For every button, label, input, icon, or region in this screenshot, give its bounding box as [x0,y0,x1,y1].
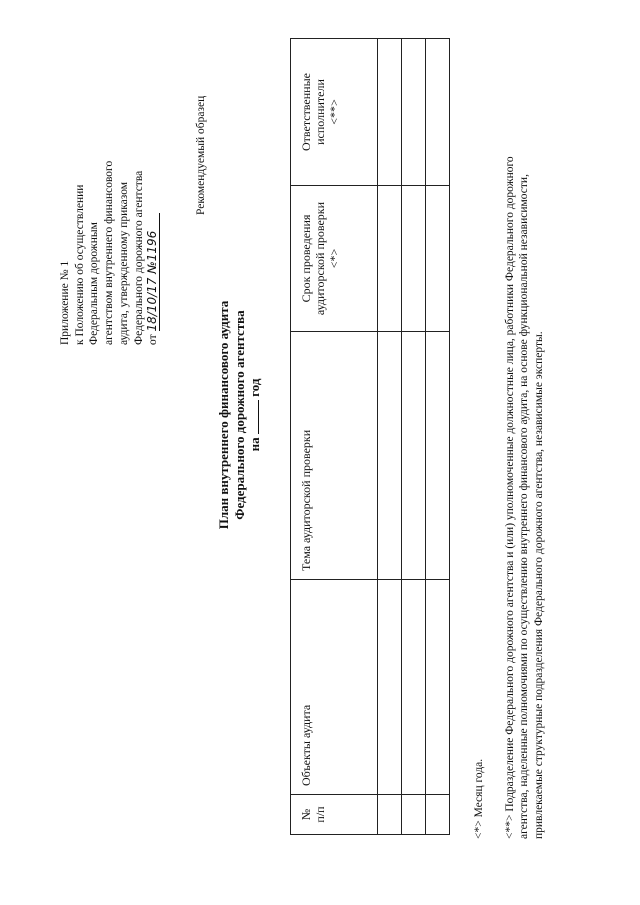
plan-title [216,205,263,625]
table-cell[interactable] [402,580,426,795]
audit-plan-table [290,38,450,835]
appendix-date-prefix: от [147,334,160,345]
table-cell[interactable] [402,186,426,332]
table-cell[interactable] [402,795,426,835]
appendix-line-3: Федеральным дорожным [88,222,101,345]
handwritten-date-number: 18/10/17 №1196 [146,214,160,332]
table-cell[interactable] [426,795,450,835]
plan-title-suffix: год [247,378,262,397]
plan-title-line-1: План внутреннего финансового аудита [216,300,231,530]
appendix-line-2: к Положению об осуществлении [73,184,86,345]
header-audit-period-line-3: <*> [327,248,341,269]
table-header-row [291,39,378,835]
appendix-date-line [146,85,161,345]
plan-title-prefix: на [247,437,262,452]
footnotes [472,39,546,839]
table-cell[interactable] [378,186,402,332]
header-responsible-line-2: <**> [327,99,341,125]
table-cell[interactable] [426,332,450,580]
table-cell[interactable] [426,580,450,795]
table-cell[interactable] [426,39,450,186]
header-number-line-1: № [299,808,313,821]
appendix-line-6: Федерального дорожного агентства [132,170,145,345]
header-audit-objects [291,580,378,795]
header-audit-period-line-1: Срок проведения [299,214,313,303]
table-cell[interactable] [402,39,426,186]
header-number [291,795,378,835]
table-row [426,39,450,835]
header-responsible-line-1: Ответственные исполнители [299,73,327,151]
footnote-1: <*> Месяц года. [473,758,485,839]
table-cell[interactable] [378,332,402,580]
year-blank [247,400,259,434]
header-audit-period [291,186,378,332]
recommended-sample-label: Рекомендуемый образец [195,95,207,215]
table-row [378,39,402,835]
table-cell[interactable] [402,332,426,580]
appendix-line-4: агентством внутреннего финансового [103,160,116,345]
table-row [402,39,426,835]
header-audit-objects-text: Объекты аудита [299,704,313,786]
table-cell[interactable] [426,186,450,332]
header-audit-topic [291,332,378,580]
plan-title-line-2: Федерального дорожного агентства [231,310,247,520]
header-responsible [291,39,378,186]
header-audit-period-line-2: аудиторской проверки [313,201,327,316]
appendix-line-5: аудита, утвержденному приказом [117,181,130,345]
footnote-2-line-1: <**> Подразделение Федерального дорожного агентства и (или) уполномоченные должностные лица, работники Федерального дорожного [503,156,516,839]
appendix-block [58,85,161,345]
footnote-2-line-2: агентства, наделенные полномочиями по осуществлению внутреннего финансового аудита, на основе функциональной независимости, [518,174,531,839]
plan-title-line-3 [247,205,263,625]
appendix-line-1: Приложение № 1 [59,260,71,345]
header-number-line-2: п/п [313,806,327,823]
header-audit-topic-text: Тема аудиторской проверки [299,429,313,571]
table-cell[interactable] [378,580,402,795]
table-cell[interactable] [378,39,402,186]
footnote-2-line-3: привлекаемые структурные подразделения Федерального дорожного агентства, независимые эксперты. [532,331,545,839]
table-cell[interactable] [378,795,402,835]
